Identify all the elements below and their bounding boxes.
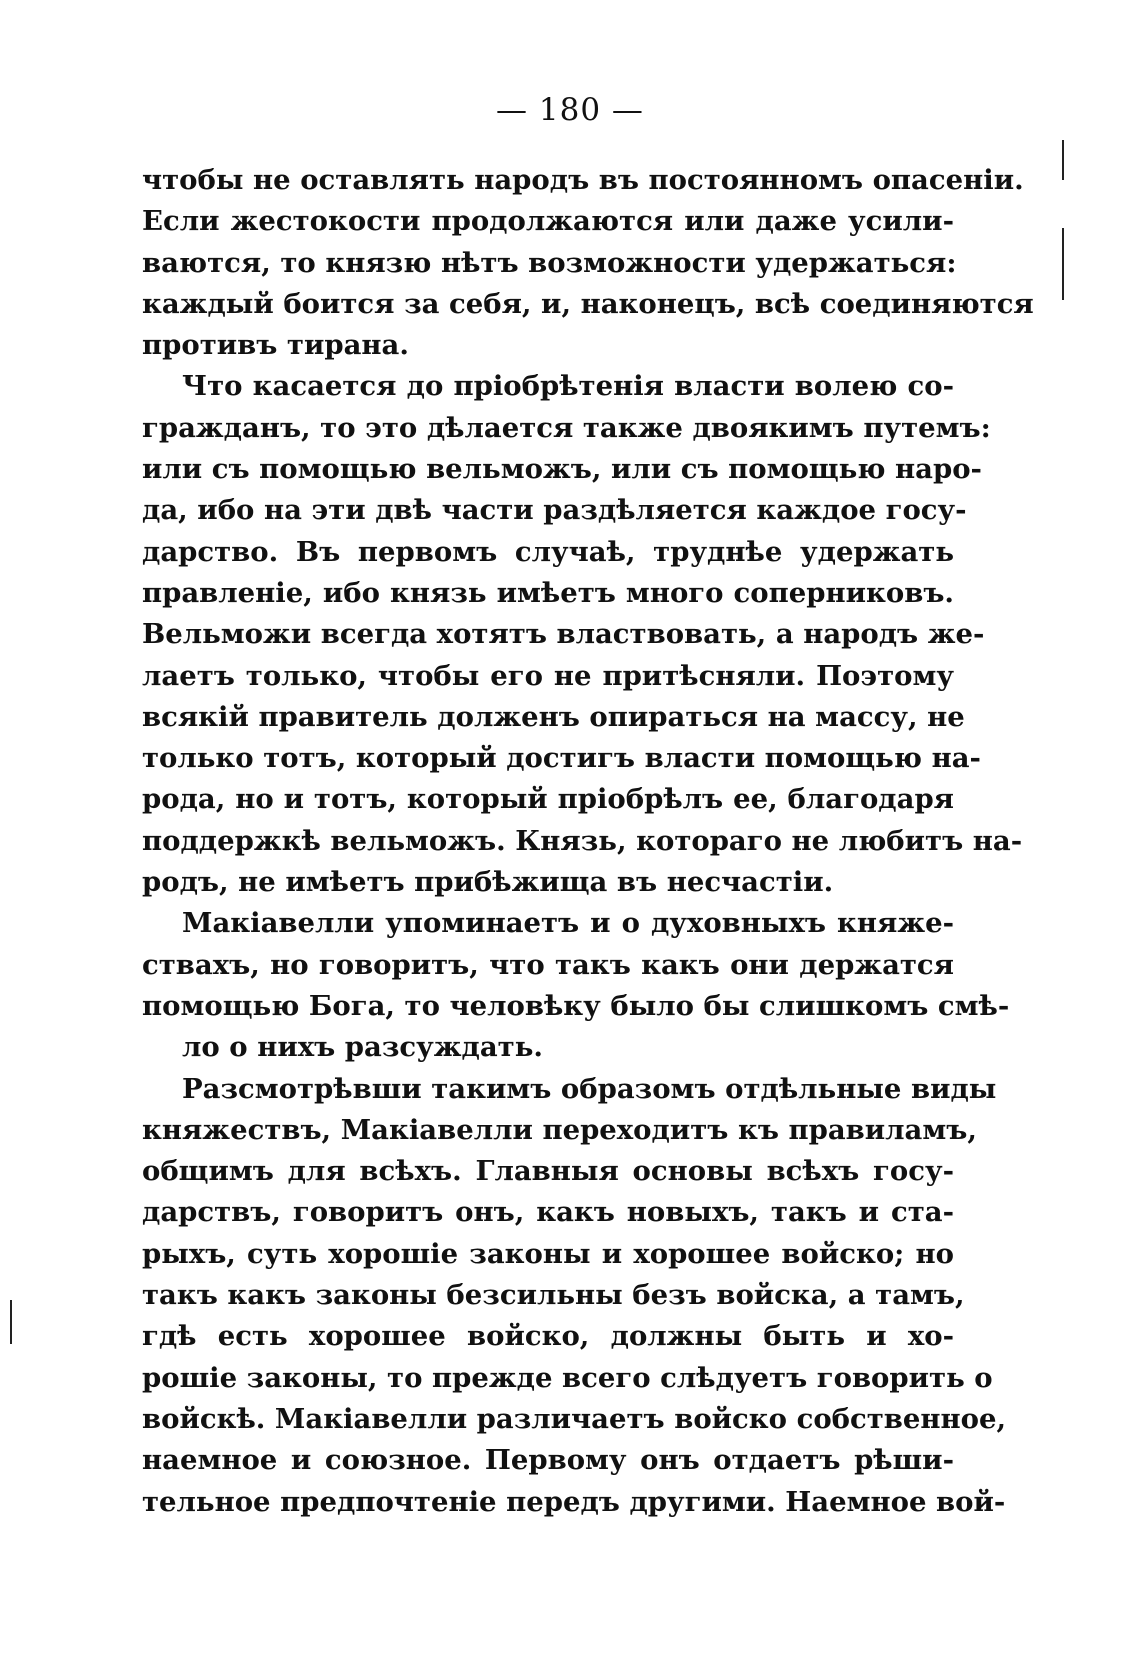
- text-line: ваются, то князю нѣтъ возможности удержаться:: [142, 246, 957, 279]
- text-line: такъ какъ законы безсильны безъ войска, а тамъ,: [142, 1279, 965, 1312]
- text-line: дарствъ, говоритъ онъ, какъ новыхъ, такъ и ста-: [142, 1196, 954, 1229]
- page-number: — 180 —: [496, 92, 644, 128]
- body-text: [142, 160, 1034, 1523]
- text-line: княжествъ, Макіавелли переходитъ къ правиламъ,: [142, 1113, 977, 1146]
- text-line: Разсмотрѣвши такимъ образомъ отдѣльные виды: [182, 1072, 997, 1105]
- text-line: Вельможи всегда хотятъ властвовать, а народъ же-: [142, 618, 985, 651]
- margin-rule-bottom-left: [10, 1300, 12, 1344]
- text-line: только тотъ, который достигъ власти помощью на-: [142, 742, 981, 775]
- text-line: гражданъ, то это дѣлается также двоякимъ путемъ:: [142, 411, 991, 444]
- text-line: ствахъ, но говоритъ, что такъ какъ они держатся: [142, 948, 954, 981]
- text-line: или съ помощью вельможъ, или съ помощью наро-: [142, 453, 982, 486]
- text-line: ло о нихъ разсуждать.: [182, 1031, 543, 1064]
- text-line: гдѣ есть хорошее войско, должны быть и хо-: [142, 1320, 954, 1353]
- text-line: родъ, не имѣетъ прибѣжища въ несчастіи.: [142, 866, 834, 899]
- text-line: Если жестокости продолжаются или даже усили-: [142, 205, 954, 238]
- text-line: лаетъ только, чтобы его не притѣсняли. Поэтому: [142, 659, 954, 692]
- text-line: каждый боится за себя, и, наконецъ, всѣ соединяются: [142, 287, 1034, 320]
- text-line: рыхъ, суть хорошіе законы и хорошее войско; но: [142, 1237, 954, 1270]
- text-line: всякій правитель долженъ опираться на массу, не: [142, 700, 965, 733]
- text-line: противъ тирана.: [142, 329, 409, 362]
- text-line: тельное предпочтеніе передъ другими. Наемное вой-: [142, 1485, 1006, 1518]
- text-line: рошіе законы, то прежде всего слѣдуетъ говорить о: [142, 1361, 993, 1394]
- text-line: войскѣ. Макіавелли различаетъ войско собственное,: [142, 1402, 1007, 1435]
- text-line: общимъ для всѣхъ. Главныя основы всѣхъ госу-: [142, 1155, 954, 1188]
- text-line: да, ибо на эти двѣ части раздѣляется каждое госу-: [142, 494, 967, 527]
- text-line: помощью Бога, то человѣку было бы слишкомъ смѣ-: [142, 989, 1010, 1022]
- text-line: Что касается до пріобрѣтенія власти волею со-: [182, 370, 954, 403]
- text-line: рода, но и тотъ, который пріобрѣлъ ее, благодаря: [142, 783, 954, 816]
- text-line: Макіавелли упоминаетъ и о духовныхъ княже-: [182, 907, 954, 940]
- text-line: наемное и союзное. Первому онъ отдаетъ рѣши-: [142, 1444, 954, 1477]
- margin-rule-top-right: [1062, 140, 1064, 180]
- margin-rule-mid-right: [1062, 228, 1064, 300]
- text-line: поддержкѣ вельможъ. Князь, котораго не любитъ на-: [142, 824, 1023, 857]
- text-line: дарство. Въ первомъ случаѣ, труднѣе удержать: [142, 535, 954, 568]
- text-line: чтобы не оставлять народъ въ постоянномъ опасеніи.: [142, 164, 1024, 196]
- text-line: правленіе, ибо князь имѣетъ много соперниковъ.: [142, 576, 954, 609]
